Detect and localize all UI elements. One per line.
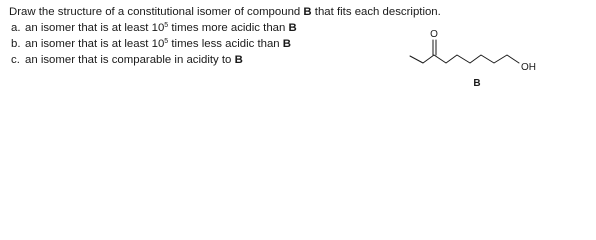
prompt-compound-ref: B (303, 6, 312, 18)
carbon-chain-bonds (410, 55, 519, 63)
option-text-continued: times more acidic than (168, 22, 289, 34)
option-compound-ref: B (282, 38, 292, 50)
option-text: an isomer that is at least 10 (25, 38, 165, 50)
option-compound-ref: B (288, 22, 297, 34)
option-text-continued: times less acidic than (168, 38, 283, 50)
option-letter: c. (11, 54, 20, 66)
option-letter: b. (11, 38, 21, 50)
option-letter: a. (11, 22, 21, 34)
prompt-text-end: that fits each description. (311, 6, 441, 18)
option-compound-ref: B (234, 54, 243, 66)
hydroxyl-label: OH (521, 62, 536, 73)
carbonyl-oxygen-label: O (430, 29, 438, 40)
prompt-text-start: Draw the structure of a constitutional isomer of compound (9, 6, 304, 18)
compound-label: B (473, 78, 481, 89)
option-text: an isomer that is comparable in acidity to (25, 54, 235, 66)
option-text: an isomer that is at least 10 (25, 22, 165, 34)
skeletal-bonds (410, 40, 519, 63)
compound-b-structure (0, 0, 596, 95)
option-exponent: 5 (164, 38, 169, 45)
option-exponent: 5 (164, 22, 169, 29)
